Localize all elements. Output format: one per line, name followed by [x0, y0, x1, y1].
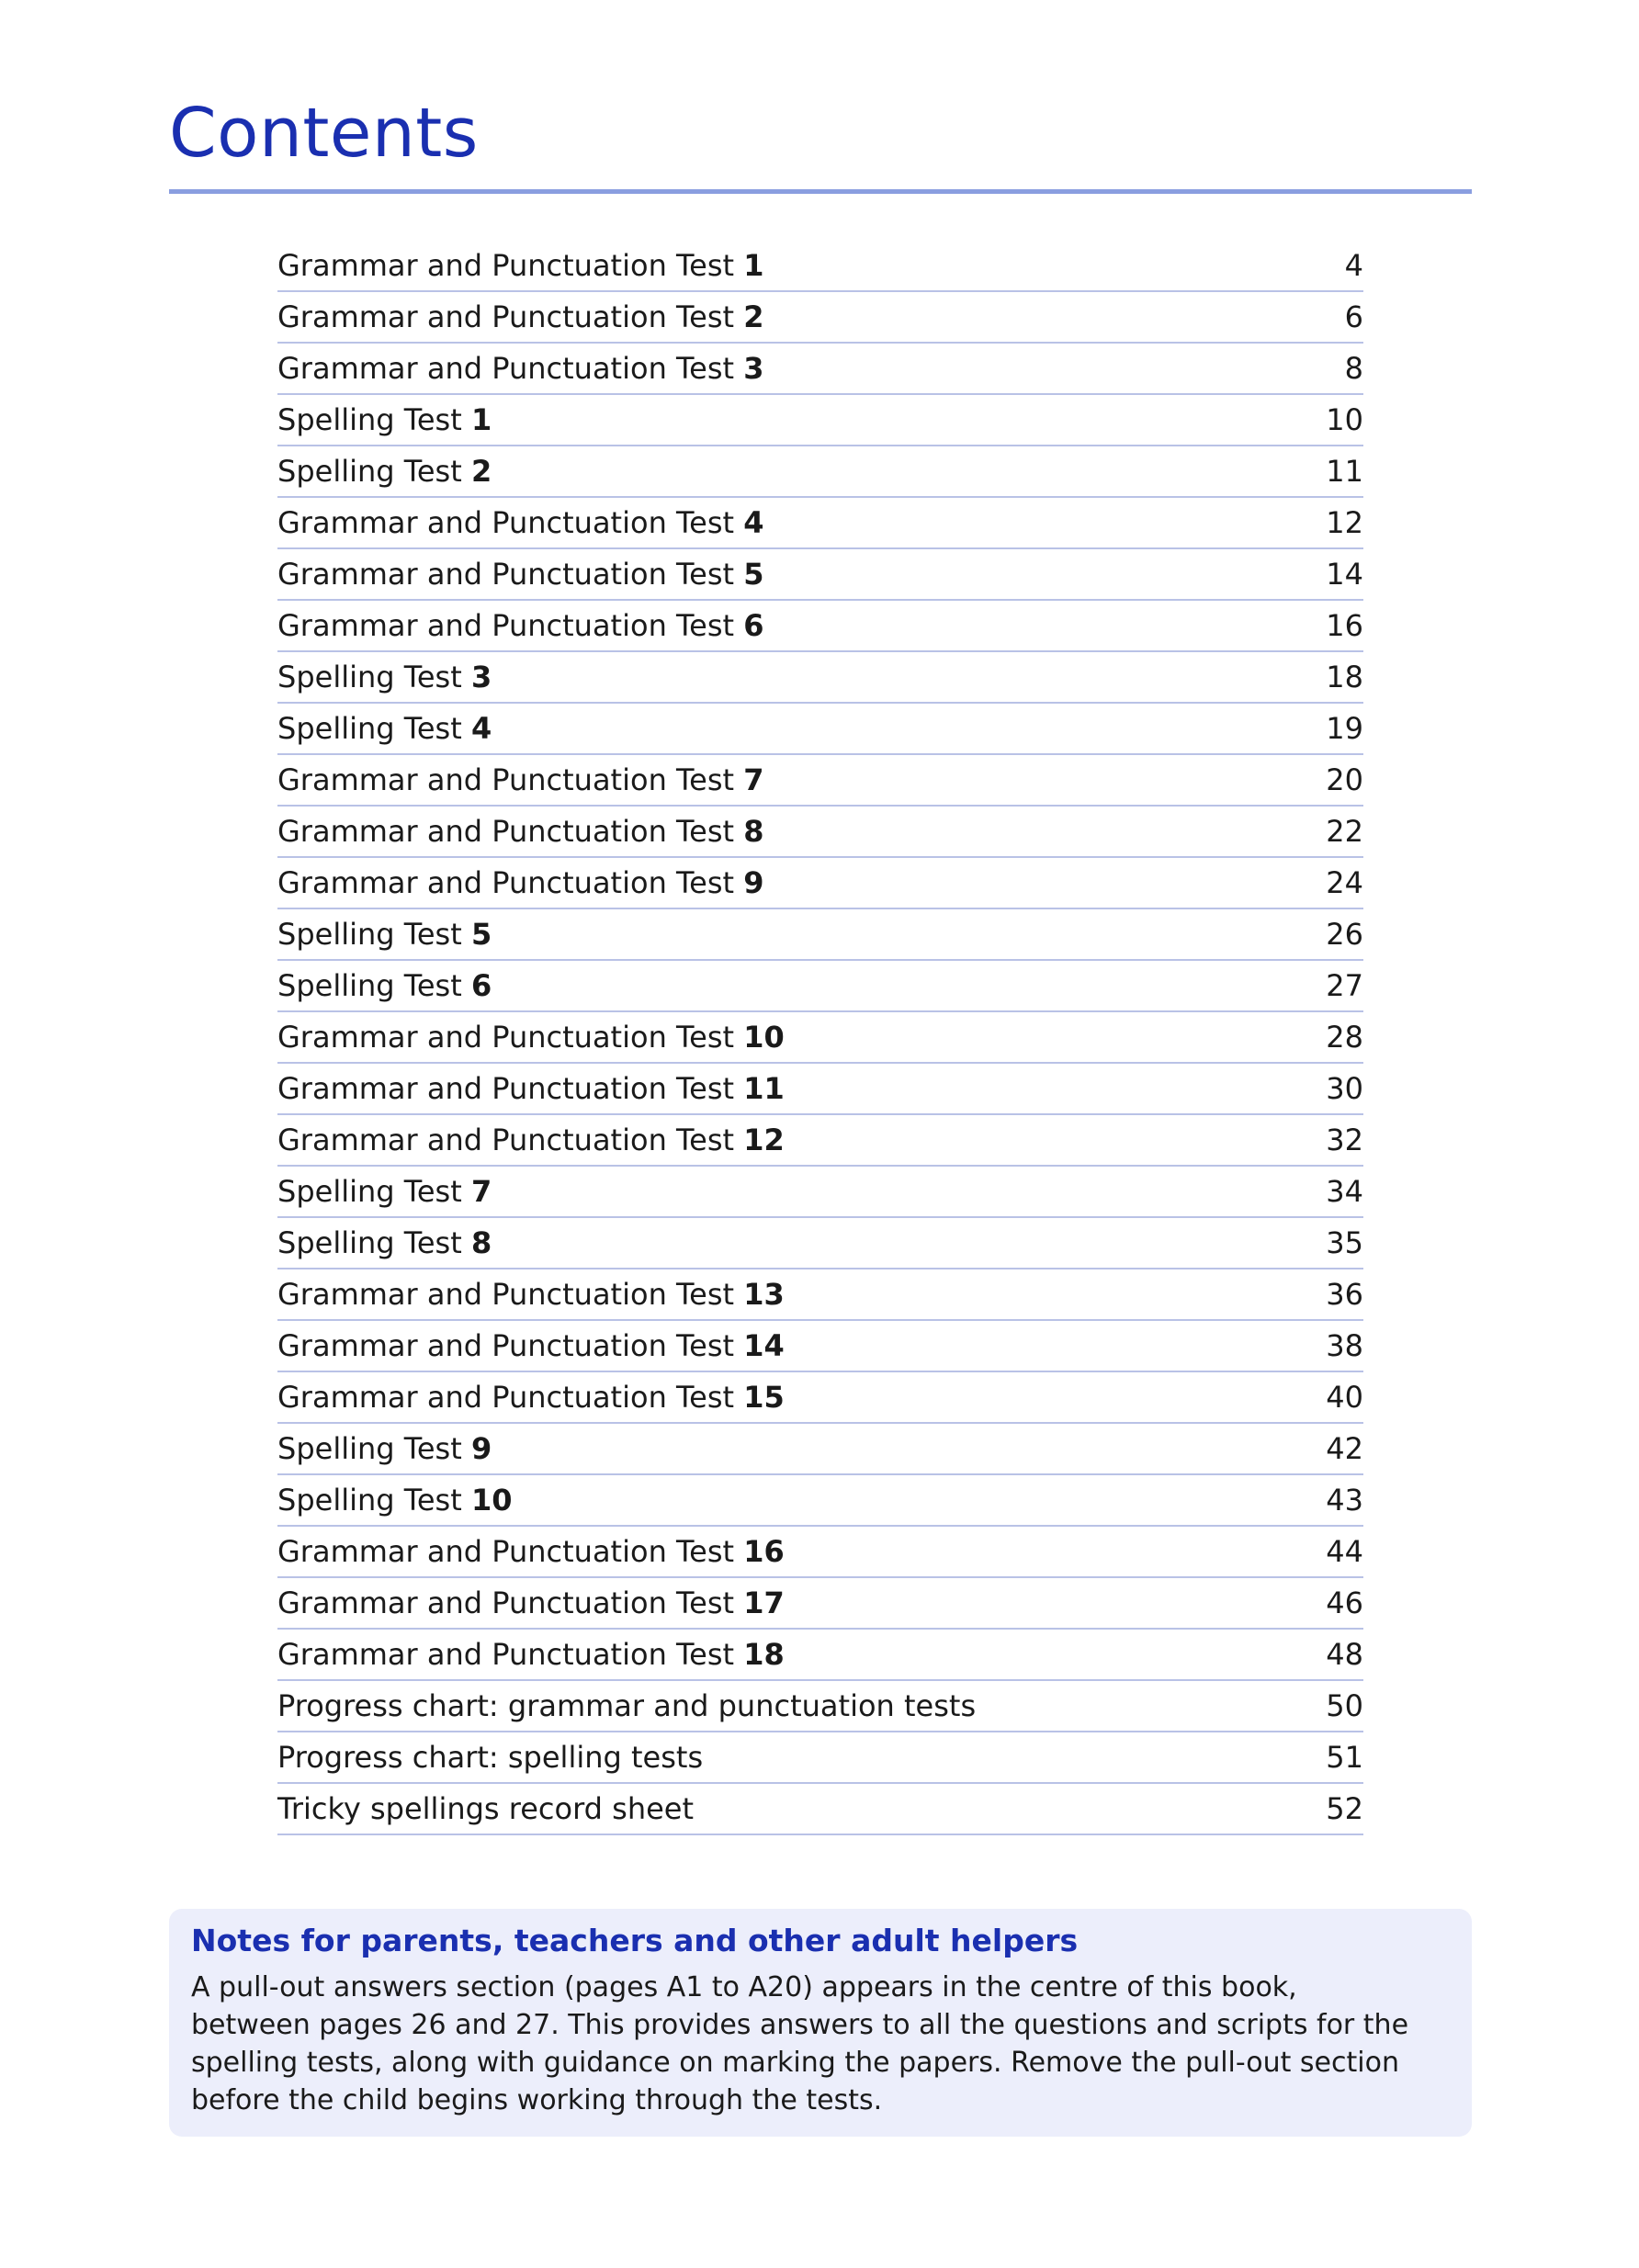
- toc-entry-label: Spelling Test: [277, 402, 471, 437]
- toc-entry-title: [277, 814, 763, 849]
- toc-entry: [277, 549, 1363, 601]
- toc-entry: [277, 1578, 1363, 1630]
- toc-entry: [277, 344, 1363, 395]
- toc-entry: [277, 909, 1363, 961]
- toc-entry-number: 2: [743, 299, 764, 334]
- toc-entry-label: Spelling Test: [277, 1225, 471, 1260]
- toc-entry-number: 2: [470, 454, 492, 489]
- toc-entry-label: Grammar and Punctuation Test: [277, 1020, 744, 1055]
- toc-entry-label: Grammar and Punctuation Test: [277, 351, 744, 386]
- toc-entry-page: 38: [1326, 1328, 1363, 1363]
- toc-entry-label: Spelling Test: [277, 660, 471, 694]
- toc-entry-page: 27: [1326, 968, 1363, 1003]
- toc-entry-page: 42: [1326, 1431, 1363, 1466]
- toc-entry-title: [277, 968, 492, 1003]
- toc-entry-number: 9: [743, 865, 764, 900]
- toc-entry-label: Spelling Test: [277, 454, 471, 489]
- toc-entry-number: 4: [743, 505, 764, 540]
- toc-entry-page: 18: [1326, 660, 1363, 694]
- toc-entry-label: Grammar and Punctuation Test: [277, 505, 744, 540]
- toc-entry-number: 8: [470, 1225, 492, 1260]
- toc-entry: [277, 1064, 1363, 1115]
- toc-entry: [277, 1784, 1363, 1835]
- toc-entry-title: [277, 557, 763, 592]
- toc-entry-page: 48: [1326, 1637, 1363, 1672]
- toc-entry-page: 10: [1326, 402, 1363, 437]
- toc-entry-label: Spelling Test: [277, 1431, 471, 1466]
- notes-box: [169, 1909, 1472, 2137]
- toc-entry-title: [277, 1688, 976, 1723]
- toc-entry-title: [277, 402, 492, 437]
- toc-entry-number: 13: [743, 1277, 785, 1312]
- toc-entry-title: [277, 1123, 785, 1157]
- toc-entry-page: 22: [1326, 814, 1363, 849]
- toc-entry-label: Spelling Test: [277, 1174, 471, 1209]
- toc-entry-number: 11: [743, 1071, 785, 1106]
- toc-entry: [277, 1012, 1363, 1064]
- toc-entry: [277, 1475, 1363, 1527]
- toc-entry-label: Grammar and Punctuation Test: [277, 1123, 744, 1157]
- toc-entry-title: [277, 1483, 512, 1518]
- toc-entry-label: Grammar and Punctuation Test: [277, 865, 744, 900]
- toc-entry: [277, 1321, 1363, 1372]
- toc-entry-label: Spelling Test: [277, 1483, 471, 1518]
- toc-entry: [277, 498, 1363, 549]
- toc-entry-number: 16: [743, 1534, 785, 1569]
- toc-entry-title: [277, 1277, 785, 1312]
- toc-entry-title: [277, 248, 763, 283]
- toc-entry-title: [277, 865, 763, 900]
- toc-entry-page: 16: [1326, 608, 1363, 643]
- toc-entry: [277, 755, 1363, 807]
- toc-entry-title: [277, 351, 763, 386]
- toc-entry-title: [277, 1380, 785, 1415]
- notes-heading: Notes for parents, teachers and other adult helpers: [191, 1923, 1079, 1958]
- toc-entry-label: Grammar and Punctuation Test: [277, 762, 744, 797]
- toc-entry-label: Spelling Test: [277, 968, 471, 1003]
- toc-entry: [277, 446, 1363, 498]
- toc-entry-label: Progress chart: grammar and punctuation tests: [277, 1688, 977, 1723]
- toc-entry: [277, 241, 1363, 292]
- toc-entry-title: [277, 1585, 785, 1620]
- toc-entry-title: [277, 1020, 785, 1055]
- toc-entry: [277, 961, 1363, 1012]
- toc-entry-number: 10: [470, 1483, 513, 1518]
- notes-body: A pull-out answers section (pages A1 to A20) appears in the centre of this book, between pages 26 and 27. This provides answers to all the questions and scripts for the spelling tests, along with guidance on marking the papers. Remove the pull-out section before the child begins working through the tests.: [191, 1970, 1409, 2116]
- toc-entry-number: 14: [743, 1328, 785, 1363]
- toc-entry-page: 12: [1326, 505, 1363, 540]
- toc-entry: [277, 1527, 1363, 1578]
- toc-entry-page: 28: [1326, 1020, 1363, 1055]
- toc-entry-page: 43: [1326, 1483, 1363, 1518]
- toc-entry: [277, 1269, 1363, 1321]
- toc-entry: [277, 1167, 1363, 1218]
- toc-entry-label: Grammar and Punctuation Test: [277, 1534, 744, 1569]
- toc-entry-number: 7: [470, 1174, 492, 1209]
- toc-entry: [277, 601, 1363, 652]
- toc-entry-label: Spelling Test: [277, 917, 471, 952]
- toc-entry-page: 36: [1326, 1277, 1363, 1312]
- toc-entry-label: Grammar and Punctuation Test: [277, 608, 744, 643]
- toc-entry-title: [277, 1071, 785, 1106]
- toc-entry-title: [277, 1225, 492, 1260]
- toc-entry-page: 20: [1326, 762, 1363, 797]
- toc-entry-label: Progress chart: spelling tests: [277, 1740, 704, 1775]
- toc-entry-title: [277, 454, 492, 489]
- toc-entry-label: Grammar and Punctuation Test: [277, 248, 744, 283]
- toc-entry-number: 3: [743, 351, 764, 386]
- toc-entry-page: 32: [1326, 1123, 1363, 1157]
- toc-entry-label: Grammar and Punctuation Test: [277, 1328, 744, 1363]
- toc-entry-title: [277, 1791, 694, 1826]
- toc-entry-page: 34: [1326, 1174, 1363, 1209]
- toc-entry-number: 18: [743, 1637, 785, 1672]
- toc-entry-page: 46: [1326, 1585, 1363, 1620]
- page-title: Contents: [169, 94, 479, 173]
- toc-entry-title: [277, 1174, 492, 1209]
- toc-entry-page: 51: [1326, 1740, 1363, 1775]
- toc-entry-number: 8: [743, 814, 764, 849]
- toc-entry-label: Spelling Test: [277, 711, 471, 746]
- toc-entry-title: [277, 660, 492, 694]
- toc-entry-label: Grammar and Punctuation Test: [277, 1637, 744, 1672]
- toc-entry-number: 1: [470, 402, 492, 437]
- toc-entry-number: 12: [743, 1123, 785, 1157]
- toc-entry: [277, 807, 1363, 858]
- contents-list: [277, 241, 1363, 1835]
- toc-entry: [277, 1681, 1363, 1732]
- toc-entry-number: 1: [743, 248, 764, 283]
- toc-entry-page: 52: [1326, 1791, 1363, 1826]
- toc-entry-page: 4: [1344, 248, 1363, 283]
- toc-entry-label: Tricky spellings record sheet: [277, 1791, 695, 1826]
- toc-entry: [277, 1115, 1363, 1167]
- toc-entry-title: [277, 1740, 703, 1775]
- toc-entry: [277, 858, 1363, 909]
- toc-entry-label: Grammar and Punctuation Test: [277, 1277, 744, 1312]
- toc-entry-page: 24: [1326, 865, 1363, 900]
- toc-entry: [277, 1372, 1363, 1424]
- toc-entry-page: 6: [1344, 299, 1363, 334]
- toc-entry-label: Grammar and Punctuation Test: [277, 814, 744, 849]
- toc-entry-page: 44: [1326, 1534, 1363, 1569]
- toc-entry-number: 17: [743, 1585, 785, 1620]
- toc-entry: [277, 1630, 1363, 1681]
- toc-entry-number: 10: [743, 1020, 785, 1055]
- toc-entry-page: 30: [1326, 1071, 1363, 1106]
- toc-entry-title: [277, 1637, 785, 1672]
- toc-entry-page: 19: [1326, 711, 1363, 746]
- toc-entry-page: 26: [1326, 917, 1363, 952]
- toc-entry-title: [277, 608, 763, 643]
- toc-entry-title: [277, 917, 492, 952]
- toc-entry-page: 35: [1326, 1225, 1363, 1260]
- toc-entry-number: 7: [743, 762, 764, 797]
- toc-entry-page: 40: [1326, 1380, 1363, 1415]
- toc-entry-number: 9: [470, 1431, 492, 1466]
- toc-entry-label: Grammar and Punctuation Test: [277, 299, 744, 334]
- toc-entry-title: [277, 711, 492, 746]
- toc-entry-number: 4: [470, 711, 492, 746]
- toc-entry-page: 50: [1326, 1688, 1363, 1723]
- toc-entry-title: [277, 1534, 785, 1569]
- toc-entry-number: 6: [470, 968, 492, 1003]
- toc-entry: [277, 704, 1363, 755]
- toc-entry-title: [277, 1431, 492, 1466]
- toc-entry: [277, 652, 1363, 704]
- toc-entry-label: Grammar and Punctuation Test: [277, 557, 744, 592]
- toc-entry-number: 5: [743, 557, 764, 592]
- toc-entry-label: Grammar and Punctuation Test: [277, 1071, 744, 1106]
- toc-entry-number: 6: [743, 608, 764, 643]
- toc-entry-page: 8: [1344, 351, 1363, 386]
- toc-entry-title: [277, 1328, 785, 1363]
- toc-entry-title: [277, 762, 763, 797]
- toc-entry-title: [277, 299, 763, 334]
- toc-entry: [277, 292, 1363, 344]
- title-divider: [169, 189, 1472, 194]
- toc-entry-title: [277, 505, 763, 540]
- toc-entry-number: 3: [470, 660, 492, 694]
- toc-entry-page: 11: [1326, 454, 1363, 489]
- toc-entry: [277, 1218, 1363, 1269]
- toc-entry-number: 5: [470, 917, 492, 952]
- toc-entry: [277, 1424, 1363, 1475]
- toc-entry-page: 14: [1326, 557, 1363, 592]
- toc-entry-label: Grammar and Punctuation Test: [277, 1380, 744, 1415]
- toc-entry-label: Grammar and Punctuation Test: [277, 1585, 744, 1620]
- toc-entry: [277, 1732, 1363, 1784]
- toc-entry: [277, 395, 1363, 446]
- toc-entry-number: 15: [743, 1380, 785, 1415]
